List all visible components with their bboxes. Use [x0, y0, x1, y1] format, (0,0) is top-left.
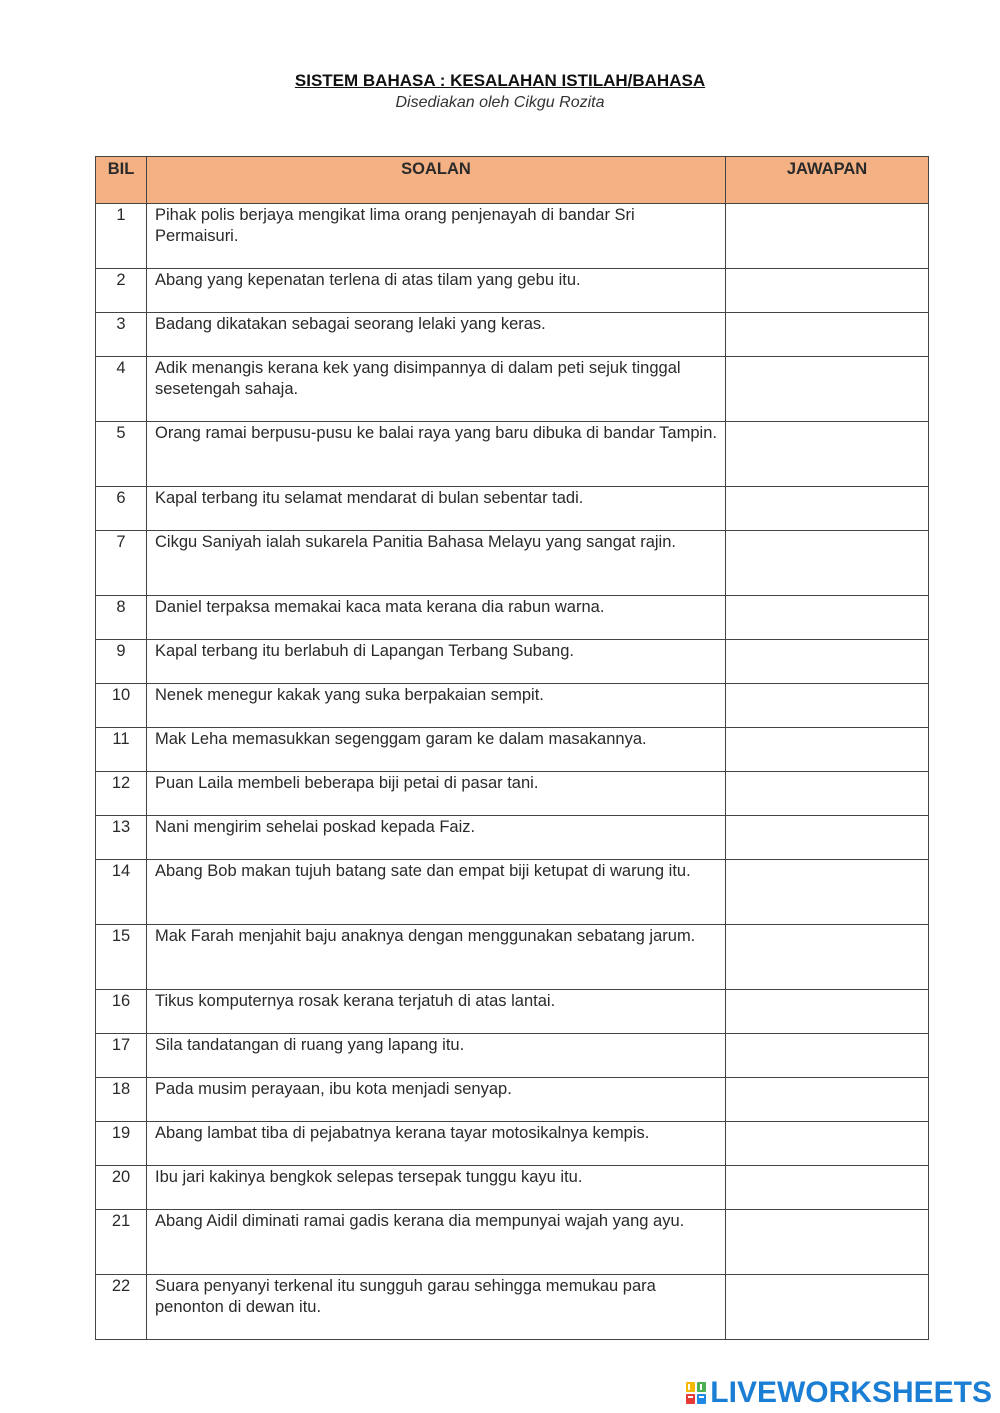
- answer-cell[interactable]: [726, 313, 929, 357]
- row-number: 13: [96, 816, 147, 860]
- row-number: 21: [96, 1210, 147, 1275]
- answer-cell[interactable]: [726, 684, 929, 728]
- table-row: [96, 684, 929, 728]
- answer-cell[interactable]: [726, 728, 929, 772]
- answer-cell[interactable]: [726, 1275, 929, 1340]
- row-number: 14: [96, 860, 147, 925]
- table-row: [96, 487, 929, 531]
- question-text: Daniel terpaksa memakai kaca mata kerana dia rabun warna.: [147, 596, 726, 640]
- table-row: [96, 772, 929, 816]
- row-number: 3: [96, 313, 147, 357]
- row-number: 8: [96, 596, 147, 640]
- row-number: 22: [96, 1275, 147, 1340]
- table-row: [96, 357, 929, 422]
- table-row: [96, 1034, 929, 1078]
- table-row: [96, 728, 929, 772]
- question-text: Kapal terbang itu selamat mendarat di bulan sebentar tadi.: [147, 487, 726, 531]
- question-text: Suara penyanyi terkenal itu sungguh garau sehingga memukau para penonton di dewan itu.: [147, 1275, 726, 1340]
- question-text: Cikgu Saniyah ialah sukarela Panitia Bahasa Melayu yang sangat rajin.: [147, 531, 726, 596]
- answer-cell[interactable]: [726, 357, 929, 422]
- row-number: 2: [96, 269, 147, 313]
- table-row: [96, 1275, 929, 1340]
- table-header-row: [96, 157, 929, 204]
- question-table: [95, 156, 929, 1340]
- question-text: Ibu jari kakinya bengkok selepas tersepak tunggu kayu itu.: [147, 1166, 726, 1210]
- answer-cell[interactable]: [726, 596, 929, 640]
- column-header-bil: BIL: [96, 157, 147, 204]
- question-text: Sila tandatangan di ruang yang lapang itu.: [147, 1034, 726, 1078]
- row-number: 16: [96, 990, 147, 1034]
- question-text: Mak Leha memasukkan segenggam garam ke dalam masakannya.: [147, 728, 726, 772]
- liveworksheets-logo-icon: [685, 1381, 707, 1405]
- answer-cell[interactable]: [726, 487, 929, 531]
- table-row: [96, 313, 929, 357]
- table-row: [96, 531, 929, 596]
- question-text: Nani mengirim sehelai poskad kepada Faiz.: [147, 816, 726, 860]
- worksheet-subtitle: Disediakan oleh Cikgu Rozita: [395, 94, 605, 111]
- table-row: [96, 1166, 929, 1210]
- answer-cell[interactable]: [726, 204, 929, 269]
- question-text: Tikus komputernya rosak kerana terjatuh di atas lantai.: [147, 990, 726, 1034]
- answer-cell[interactable]: [726, 816, 929, 860]
- question-text: Abang Bob makan tujuh batang sate dan empat biji ketupat di warung itu.: [147, 860, 726, 925]
- table-row: [96, 640, 929, 684]
- answer-cell[interactable]: [726, 1122, 929, 1166]
- answer-cell[interactable]: [726, 1166, 929, 1210]
- question-text: Puan Laila membeli beberapa biji petai di pasar tani.: [147, 772, 726, 816]
- question-text: Pihak polis berjaya mengikat lima orang penjenayah di bandar Sri Permaisuri.: [147, 204, 726, 269]
- question-text: Kapal terbang itu berlabuh di Lapangan Terbang Subang.: [147, 640, 726, 684]
- row-number: 17: [96, 1034, 147, 1078]
- table-row: [96, 1210, 929, 1275]
- answer-cell[interactable]: [726, 925, 929, 990]
- table-row: [96, 204, 929, 269]
- row-number: 12: [96, 772, 147, 816]
- table-row: [96, 990, 929, 1034]
- row-number: 15: [96, 925, 147, 990]
- row-number: 6: [96, 487, 147, 531]
- question-text: Abang yang kepenatan terlena di atas tilam yang gebu itu.: [147, 269, 726, 313]
- row-number: 20: [96, 1166, 147, 1210]
- question-text: Abang lambat tiba di pejabatnya kerana tayar motosikalnya kempis.: [147, 1122, 726, 1166]
- table-row: [96, 596, 929, 640]
- question-text: Orang ramai berpusu-pusu ke balai raya yang baru dibuka di bandar Tampin.: [147, 422, 726, 487]
- row-number: 1: [96, 204, 147, 269]
- question-text: Nenek menegur kakak yang suka berpakaian sempit.: [147, 684, 726, 728]
- table-row: [96, 422, 929, 487]
- liveworksheets-brand[interactable]: [685, 1377, 992, 1409]
- row-number: 4: [96, 357, 147, 422]
- question-text: Badang dikatakan sebagai seorang lelaki yang keras.: [147, 313, 726, 357]
- answer-cell[interactable]: [726, 1078, 929, 1122]
- answer-cell[interactable]: [726, 531, 929, 596]
- table-row: [96, 1122, 929, 1166]
- row-number: 7: [96, 531, 147, 596]
- worksheet-header: [0, 70, 1000, 114]
- row-number: 10: [96, 684, 147, 728]
- answer-cell[interactable]: [726, 640, 929, 684]
- table-row: [96, 269, 929, 313]
- row-number: 5: [96, 422, 147, 487]
- answer-cell[interactable]: [726, 860, 929, 925]
- row-number: 9: [96, 640, 147, 684]
- question-text: Mak Farah menjahit baju anaknya dengan menggunakan sebatang jarum.: [147, 925, 726, 990]
- question-text: Abang Aidil diminati ramai gadis kerana dia mempunyai wajah yang ayu.: [147, 1210, 726, 1275]
- answer-cell[interactable]: [726, 1034, 929, 1078]
- question-text: Adik menangis kerana kek yang disimpannya di dalam peti sejuk tinggal sesetengah sahaja.: [147, 357, 726, 422]
- table-row: [96, 925, 929, 990]
- table-row: [96, 1078, 929, 1122]
- answer-cell[interactable]: [726, 772, 929, 816]
- row-number: 11: [96, 728, 147, 772]
- row-number: 19: [96, 1122, 147, 1166]
- answer-cell[interactable]: [726, 269, 929, 313]
- worksheet-title: SISTEM BAHASA : KESALAHAN ISTILAH/BAHASA: [294, 71, 706, 90]
- answer-cell[interactable]: [726, 1210, 929, 1275]
- answer-cell[interactable]: [726, 422, 929, 487]
- brand-name: LIVEWORKSHEETS: [710, 1376, 992, 1409]
- row-number: 18: [96, 1078, 147, 1122]
- column-header-soalan: SOALAN: [147, 157, 726, 204]
- table-row: [96, 816, 929, 860]
- column-header-jawapan: JAWAPAN: [726, 157, 929, 204]
- question-text: Pada musim perayaan, ibu kota menjadi senyap.: [147, 1078, 726, 1122]
- answer-cell[interactable]: [726, 990, 929, 1034]
- table-row: [96, 860, 929, 925]
